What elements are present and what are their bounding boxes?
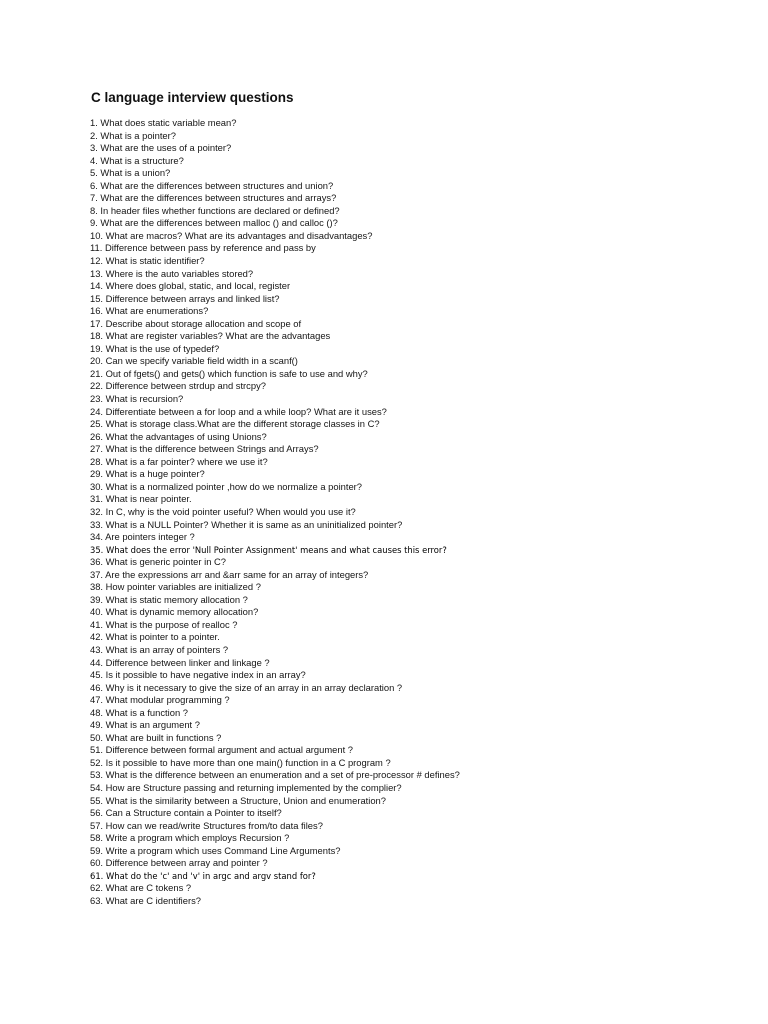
question-item: 35. What does the error 'Null Pointer Assignment' means and what causes this error? — [90, 544, 447, 555]
question-item: 40. What is dynamic memory allocation? — [90, 606, 259, 618]
question-item: 48. What is a function ? — [90, 706, 188, 718]
question-item: 23. What is recursion? — [90, 393, 184, 405]
question-item: 16. What are enumerations? — [90, 305, 209, 317]
question-item: 56. Can a Structure contain a Pointer to itself? — [90, 807, 282, 819]
question-item: 29. What is a huge pointer? — [90, 468, 205, 480]
question-item: 20. Can we specify variable field width in a scanf() — [90, 355, 298, 367]
question-item: 60. Difference between array and pointer ? — [90, 857, 268, 869]
question-item: 50. What are built in functions ? — [90, 731, 222, 743]
question-item: 44. Difference between linker and linkage ? — [90, 656, 270, 668]
question-item: 12. What is static identifier? — [90, 255, 205, 267]
question-item: 7. What are the differences between structures and arrays? — [90, 192, 337, 204]
question-item: 53. What is the difference between an enumeration and a set of pre-processor # defines? — [90, 769, 460, 781]
question-item: 34. Are pointers integer ? — [90, 531, 195, 543]
question-item: 38. How pointer variables are initialized ? — [90, 581, 261, 593]
question-item: 47. What modular programming ? — [90, 694, 230, 706]
question-item: 6. What are the differences between structures and union? — [90, 179, 334, 191]
question-item: 51. Difference between formal argument and actual argument ? — [90, 744, 354, 756]
question-item: 15. Difference between arrays and linked list? — [90, 292, 280, 304]
document-title: C language interview questions — [91, 90, 294, 105]
question-item: 37. Are the expressions arr and &arr same for an array of integers? — [90, 568, 369, 580]
question-item: 54. How are Structure passing and returning implemented by the complier? — [90, 781, 402, 793]
question-item: 1. What does static variable mean? — [90, 117, 237, 128]
question-item: 21. Out of fgets() and gets() which function is safe to use and why? — [90, 367, 368, 379]
question-item: 2. What is a pointer? — [90, 129, 176, 141]
question-item: 32. In C, why is the void pointer useful? When would you use it? — [90, 505, 356, 517]
question-item: 58. Write a program which employs Recursion ? — [90, 832, 290, 844]
question-item: 11. Difference between pass by reference and pass by — [90, 242, 316, 254]
question-item: 33. What is a NULL Pointer? Whether it is same as an uninitialized pointer? — [90, 518, 403, 530]
question-item: 55. What is the similarity between a Structure, Union and enumeration? — [90, 794, 386, 806]
question-item: 28. What is a far pointer? where we use it? — [90, 455, 268, 467]
question-item: 52. Is it possible to have more than one main() function in a C program ? — [90, 756, 391, 768]
question-item: 10. What are macros? What are its advantages and disadvantages? — [90, 229, 373, 241]
question-item: 36. What is generic pointer in C? — [90, 556, 227, 568]
question-item: 43. What is an array of pointers ? — [90, 643, 229, 655]
question-item: 27. What is the difference between Strings and Arrays? — [90, 443, 319, 455]
question-item: 25. What is storage class.What are the different storage classes in C? — [90, 418, 380, 430]
question-item: 5. What is a union? — [90, 167, 171, 179]
question-item: 9. What are the differences between malloc () and calloc ()? — [90, 217, 338, 229]
question-list — [90, 117, 460, 907]
question-item: 8. In header files whether functions are declared or defined? — [90, 204, 340, 216]
question-item: 31. What is near pointer. — [90, 493, 192, 505]
question-item: 62. What are C tokens ? — [90, 882, 192, 894]
question-item: 39. What is static memory allocation ? — [90, 593, 248, 605]
question-item: 13. Where is the auto variables stored? — [90, 267, 254, 279]
question-item: 45. Is it possible to have negative index in an array? — [90, 669, 306, 681]
question-item: 63. What are C identifiers? — [90, 894, 201, 906]
question-item: 61. What do the 'c' and 'v' in argc and argv stand for? — [90, 870, 316, 881]
question-item: 3. What are the uses of a pointer? — [90, 142, 232, 154]
question-item: 46. Why is it necessary to give the size of an array in an array declaration ? — [90, 681, 403, 693]
question-item: 59. Write a program which uses Command Line Arguments? — [90, 844, 341, 856]
question-item: 22. Difference between strdup and strcpy? — [90, 380, 266, 392]
question-item: 17. Describe about storage allocation and scope of — [90, 317, 302, 329]
question-item: 18. What are register variables? What are the advantages — [90, 330, 331, 342]
question-item: 57. How can we read/write Structures from/to data files? — [90, 819, 323, 831]
question-item: 14. Where does global, static, and local, register — [90, 280, 291, 292]
question-item: 42. What is pointer to a pointer. — [90, 631, 220, 643]
question-item: 19. What is the use of typedef? — [90, 342, 220, 354]
question-item: 41. What is the purpose of realloc ? — [90, 618, 238, 630]
question-item: 4. What is a structure? — [90, 154, 184, 166]
question-item: 49. What is an argument ? — [90, 719, 200, 731]
question-item: 30. What is a normalized pointer ,how do we normalize a pointer? — [90, 480, 363, 492]
question-item: 26. What the advantages of using Unions? — [90, 430, 267, 442]
question-item: 24. Differentiate between a for loop and a while loop? What are it uses? — [90, 405, 387, 417]
